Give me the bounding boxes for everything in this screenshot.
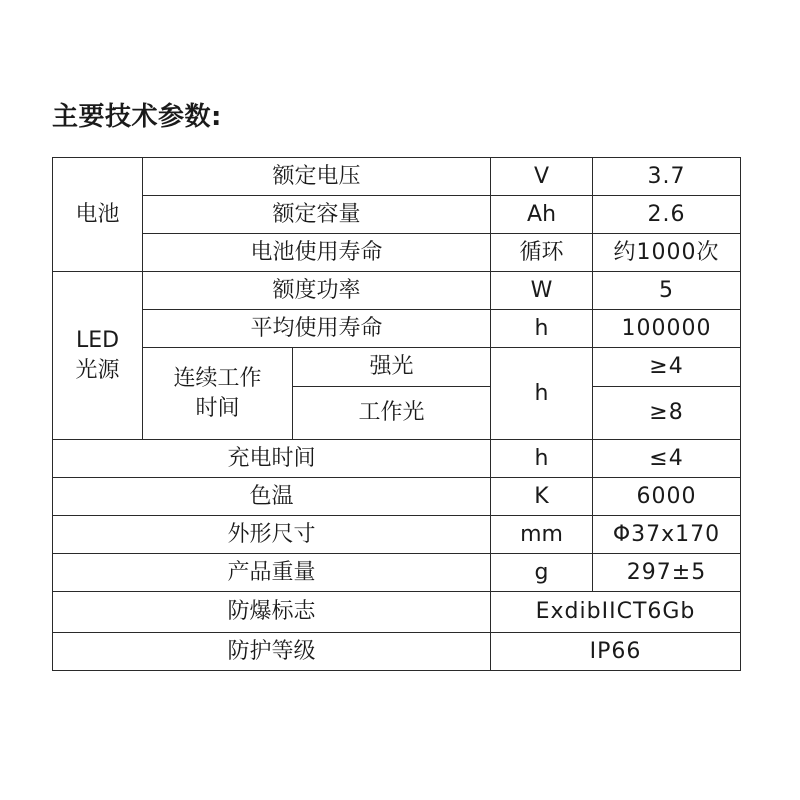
unit-cell: Ah [491,196,593,234]
table-row [53,592,741,633]
value-cell: Φ37x170 [593,516,741,554]
value-cell: 约1000次 [593,234,741,272]
value-cell: 6000 [593,478,741,516]
param-cell: 防爆标志 [53,592,491,633]
param-cell: 额度功率 [143,272,491,310]
table-row [53,516,741,554]
table-row [53,348,741,387]
unit-cell: 循环 [491,234,593,272]
table-row [53,478,741,516]
param-cell: 电池使用寿命 [143,234,491,272]
value-cell: ≤4 [593,440,741,478]
param-cell: 防护等级 [53,633,491,671]
value-cell: 3.7 [593,158,741,196]
param-cell: 强光 [293,348,491,387]
unit-cell: h [491,310,593,348]
table-row [53,272,741,310]
table-row [53,196,741,234]
table-row [53,554,741,592]
table-row [53,310,741,348]
unit-cell: V [491,158,593,196]
value-cell: 297±5 [593,554,741,592]
page-heading: 主要技术参数: [52,102,222,132]
group-label-battery: 电池 [53,158,143,272]
spec-table [52,157,741,671]
value-cell: 2.6 [593,196,741,234]
group-label-continuous-time: 连续工作 时间 [143,348,293,440]
param-cell: 色温 [53,478,491,516]
value-cell: 100000 [593,310,741,348]
unit-cell: K [491,478,593,516]
unit-cell: mm [491,516,593,554]
value-cell: ExdibIICT6Gb [491,592,741,633]
unit-cell: g [491,554,593,592]
value-cell: IP66 [491,633,741,671]
param-cell: 平均使用寿命 [143,310,491,348]
param-cell: 外形尺寸 [53,516,491,554]
table-row [53,633,741,671]
group-label-led: LED 光源 [53,272,143,440]
param-cell: 额定容量 [143,196,491,234]
unit-cell: W [491,272,593,310]
unit-cell: h [491,440,593,478]
value-cell: ≥4 [593,348,741,387]
value-cell: 5 [593,272,741,310]
table-row [53,440,741,478]
param-cell: 充电时间 [53,440,491,478]
param-cell: 额定电压 [143,158,491,196]
unit-cell: h [491,348,593,440]
param-cell: 产品重量 [53,554,491,592]
table-row [53,158,741,196]
table-row [53,234,741,272]
value-cell: ≥8 [593,387,741,440]
param-cell: 工作光 [293,387,491,440]
